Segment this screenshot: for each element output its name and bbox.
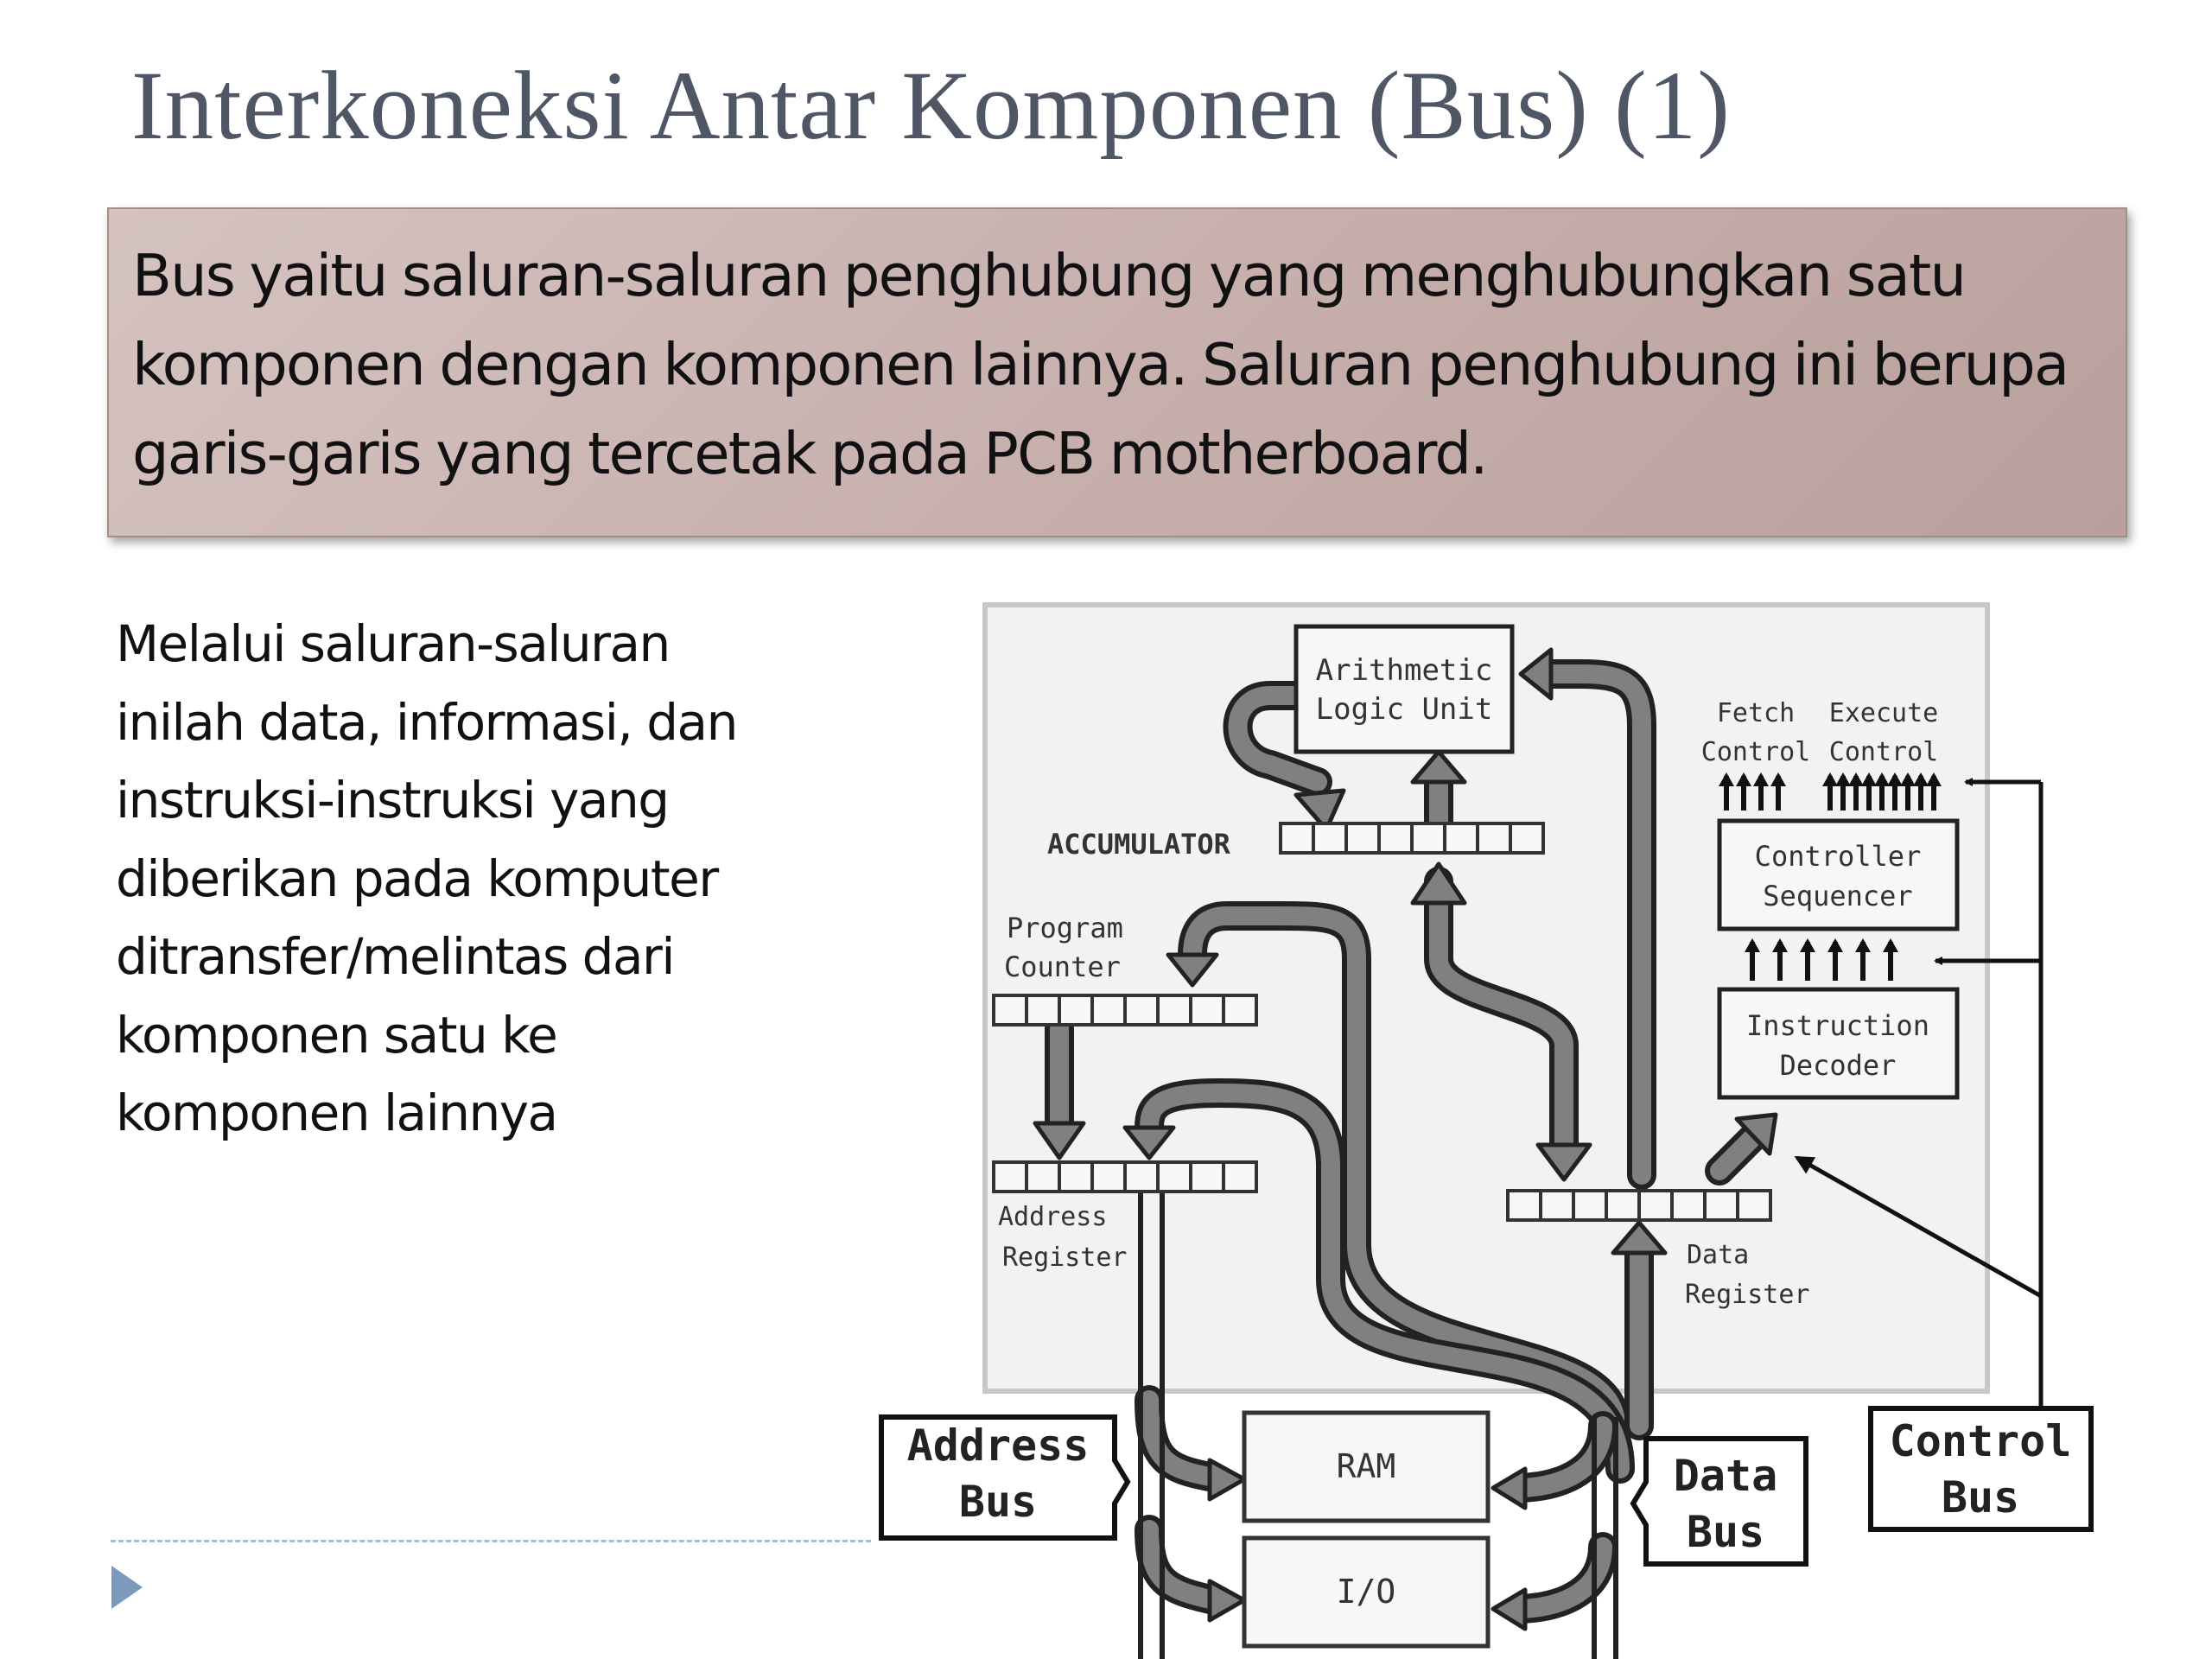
control-bus-label-1: Control [1889, 1416, 2072, 1466]
alu-label-2: Logic Unit [1315, 692, 1493, 727]
register-cell [1125, 1162, 1158, 1192]
register-cell [1092, 1162, 1125, 1192]
register-cell [1672, 1191, 1705, 1220]
register-cell [1027, 995, 1059, 1025]
register-cell [1158, 995, 1191, 1025]
controller-sequencer-label-2: Sequencer [1763, 880, 1913, 912]
program-counter-label-1: Program [1007, 912, 1123, 944]
register-cell [994, 995, 1027, 1025]
register-cell [1158, 1162, 1191, 1192]
data-register-label-1: Data [1687, 1240, 1750, 1270]
address-bus-label-1: Address [906, 1421, 1090, 1471]
data-register-label-2: Register [1685, 1280, 1810, 1310]
triangle-bullet-icon [111, 1566, 143, 1609]
control-bus-label-2: Bus [1941, 1472, 2020, 1522]
definition-text: Bus yaitu saluran-saluran penghubung yang menghubungkan satu komponen dengan komponen lainnya. Saluran penghubung ini berupa garis-garis yang tercetak pada PCB motherboard. [132, 242, 2069, 487]
address-register [994, 1162, 1256, 1192]
register-cell [1379, 823, 1412, 853]
address-bus-label-2: Bus [958, 1477, 1038, 1527]
ram-label: RAM [1336, 1447, 1396, 1485]
register-cell [1191, 995, 1224, 1025]
register-cell [1573, 1191, 1606, 1220]
register-cell [1224, 995, 1256, 1025]
register-cell [1412, 823, 1445, 853]
instruction-decoder-label-1: Instruction [1746, 1009, 1929, 1042]
address-register-label-1: Address [998, 1202, 1108, 1232]
accumulator-register [1281, 823, 1543, 853]
register-cell [1059, 995, 1092, 1025]
footer-divider [111, 1540, 871, 1542]
register-cell [1541, 1191, 1573, 1220]
register-cell [1478, 823, 1510, 853]
register-cell [1027, 1162, 1059, 1192]
register-cell [1705, 1191, 1738, 1220]
register-cell [1445, 823, 1478, 853]
register-cell [1059, 1162, 1092, 1192]
instruction-decoder-label-2: Decoder [1779, 1049, 1897, 1082]
register-cell [1346, 823, 1379, 853]
program-counter-label-2: Counter [1004, 950, 1121, 983]
register-cell [1092, 995, 1125, 1025]
register-cell [1510, 823, 1543, 853]
alu-box [1296, 626, 1512, 752]
register-cell [1606, 1191, 1639, 1220]
execute-control-label-2: Control [1828, 737, 1939, 767]
fetch-control-label-2: Control [1700, 737, 1811, 767]
alu-label-1: Arithmetic [1315, 653, 1493, 688]
data-bus-label-1: Data [1673, 1451, 1778, 1501]
program-counter-register [994, 995, 1256, 1025]
register-cell [1125, 995, 1158, 1025]
controller-sequencer-label-1: Controller [1754, 840, 1922, 873]
data-bus-label-2: Bus [1686, 1507, 1765, 1557]
io-label: I/O [1336, 1573, 1396, 1611]
data-register [1508, 1191, 1770, 1220]
execute-control-label-1: Execute [1828, 698, 1939, 728]
accumulator-label: ACCUMULATOR [1047, 828, 1230, 861]
fetch-control-label-1: Fetch [1716, 698, 1796, 728]
register-cell [1224, 1162, 1256, 1192]
register-cell [1738, 1191, 1770, 1220]
register-cell [1313, 823, 1346, 853]
controller-sequencer-box [1719, 821, 1957, 929]
address-register-label-2: Register [1002, 1243, 1128, 1273]
register-cell [1639, 1191, 1672, 1220]
side-description: Melalui saluran-saluran inilah data, informasi, dan instruksi-instruksi yang diberikan pada komputer ditransfer/melintas dari komponen satu ke komponen lainnya [116, 614, 737, 1142]
register-cell [1508, 1191, 1541, 1220]
definition-box [107, 207, 2127, 537]
register-cell [1191, 1162, 1224, 1192]
register-cell [1281, 823, 1313, 853]
slide-title: Interkoneksi Antar Komponen (Bus) (1) [131, 52, 1731, 160]
cpu-bus-diagram [873, 588, 2117, 1659]
register-cell [994, 1162, 1027, 1192]
